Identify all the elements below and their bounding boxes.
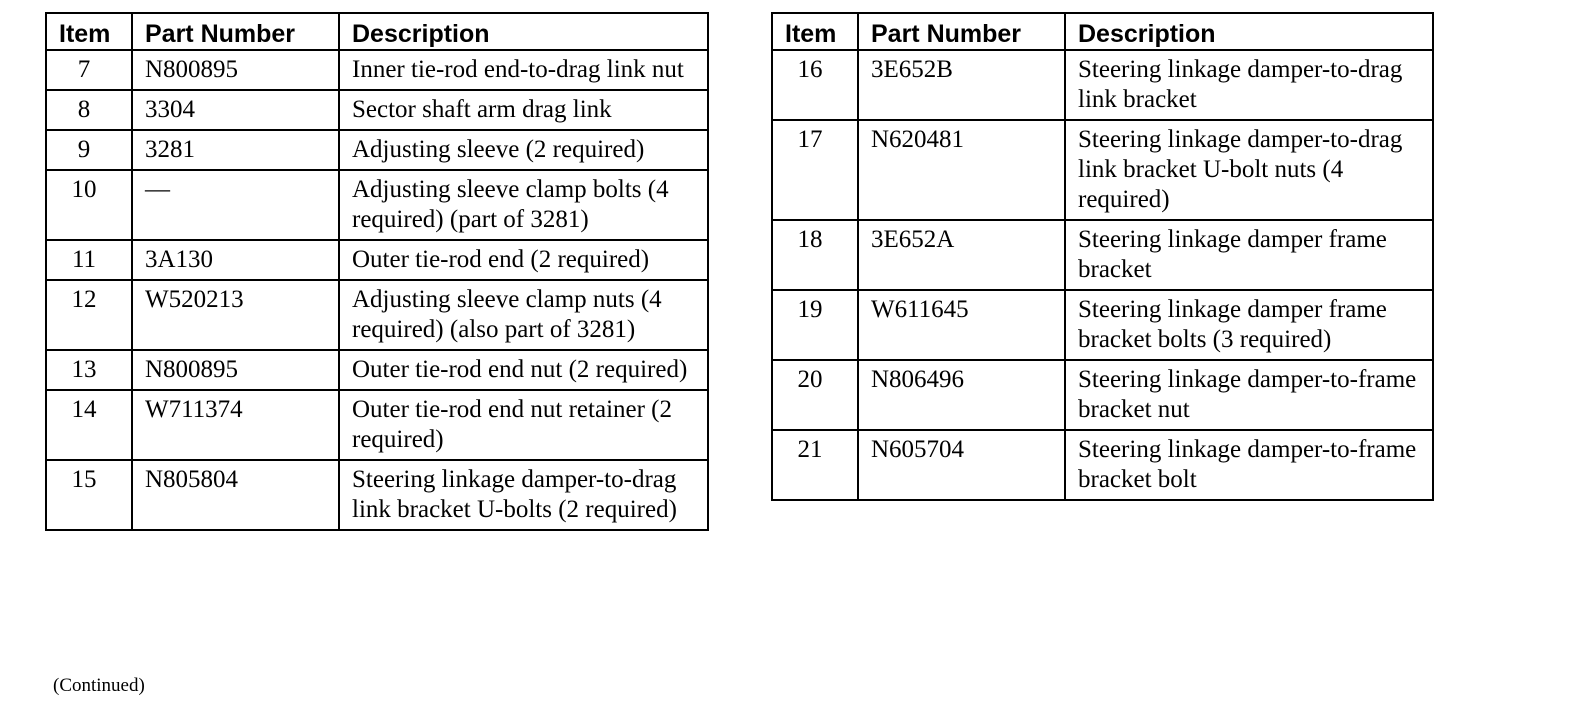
part-number-cell: W611645 bbox=[858, 290, 1065, 360]
description-cell: Steering linkage damper frame bracket bbox=[1065, 220, 1433, 290]
table-row bbox=[772, 430, 1433, 500]
description-cell: Outer tie-rod end nut (2 required) bbox=[339, 350, 708, 390]
table-row bbox=[772, 50, 1433, 120]
part-number-cell: 3E652A bbox=[858, 220, 1065, 290]
table-row bbox=[46, 350, 708, 390]
table-row bbox=[46, 460, 708, 530]
description-cell: Sector shaft arm drag link bbox=[339, 90, 708, 130]
description-cell: Outer tie-rod end nut retainer (2 required) bbox=[339, 390, 708, 460]
description-cell: Steering linkage damper-to-drag link bracket bbox=[1065, 50, 1433, 120]
part-number-cell: N605704 bbox=[858, 430, 1065, 500]
table-row bbox=[46, 280, 708, 350]
part-number-cell: — bbox=[132, 170, 339, 240]
header-description: Description bbox=[1065, 13, 1433, 50]
item-cell: 16 bbox=[772, 50, 858, 120]
table-row bbox=[46, 90, 708, 130]
table-header-row bbox=[772, 13, 1433, 50]
continued-note: (Continued) bbox=[53, 675, 145, 696]
table-row bbox=[46, 170, 708, 240]
part-number-cell: N800895 bbox=[132, 350, 339, 390]
item-cell: 9 bbox=[46, 130, 132, 170]
header-item: Item bbox=[46, 13, 132, 50]
part-number-cell: N800895 bbox=[132, 50, 339, 90]
description-cell: Adjusting sleeve (2 required) bbox=[339, 130, 708, 170]
description-cell: Steering linkage damper-to-frame bracket bolt bbox=[1065, 430, 1433, 500]
item-cell: 10 bbox=[46, 170, 132, 240]
item-cell: 17 bbox=[772, 120, 858, 220]
part-number-cell: N620481 bbox=[858, 120, 1065, 220]
item-cell: 18 bbox=[772, 220, 858, 290]
description-cell: Steering linkage damper-to-frame bracket nut bbox=[1065, 360, 1433, 430]
item-cell: 14 bbox=[46, 390, 132, 460]
table-row bbox=[46, 390, 708, 460]
table-row bbox=[772, 290, 1433, 360]
table-row bbox=[772, 360, 1433, 430]
part-number-cell: N806496 bbox=[858, 360, 1065, 430]
item-cell: 19 bbox=[772, 290, 858, 360]
part-number-cell: 3281 bbox=[132, 130, 339, 170]
description-cell: Steering linkage damper-to-drag link bracket U-bolts (2 required) bbox=[339, 460, 708, 530]
part-number-cell: W711374 bbox=[132, 390, 339, 460]
header-item: Item bbox=[772, 13, 858, 50]
description-cell: Adjusting sleeve clamp nuts (4 required) (also part of 3281) bbox=[339, 280, 708, 350]
item-cell: 15 bbox=[46, 460, 132, 530]
part-number-cell: N805804 bbox=[132, 460, 339, 530]
table-row bbox=[46, 240, 708, 280]
item-cell: 21 bbox=[772, 430, 858, 500]
header-part-number: Part Number bbox=[858, 13, 1065, 50]
table-row bbox=[772, 120, 1433, 220]
description-cell: Inner tie-rod end-to-drag link nut bbox=[339, 50, 708, 90]
description-cell: Steering linkage damper-to-drag link bracket U-bolt nuts (4 required) bbox=[1065, 120, 1433, 220]
item-cell: 11 bbox=[46, 240, 132, 280]
table-row bbox=[46, 130, 708, 170]
item-cell: 8 bbox=[46, 90, 132, 130]
part-number-cell: 3E652B bbox=[858, 50, 1065, 120]
description-cell: Adjusting sleeve clamp bolts (4 required) (part of 3281) bbox=[339, 170, 708, 240]
parts-table-left bbox=[45, 12, 709, 531]
part-number-cell: 3A130 bbox=[132, 240, 339, 280]
table-row bbox=[772, 220, 1433, 290]
parts-table-right bbox=[771, 12, 1434, 501]
item-cell: 7 bbox=[46, 50, 132, 90]
item-cell: 20 bbox=[772, 360, 858, 430]
item-cell: 12 bbox=[46, 280, 132, 350]
part-number-cell: W520213 bbox=[132, 280, 339, 350]
item-cell: 13 bbox=[46, 350, 132, 390]
description-cell: Outer tie-rod end (2 required) bbox=[339, 240, 708, 280]
description-cell: Steering linkage damper frame bracket bolts (3 required) bbox=[1065, 290, 1433, 360]
table-header-row bbox=[46, 13, 708, 50]
header-part-number: Part Number bbox=[132, 13, 339, 50]
header-description: Description bbox=[339, 13, 708, 50]
table-row bbox=[46, 50, 708, 90]
part-number-cell: 3304 bbox=[132, 90, 339, 130]
